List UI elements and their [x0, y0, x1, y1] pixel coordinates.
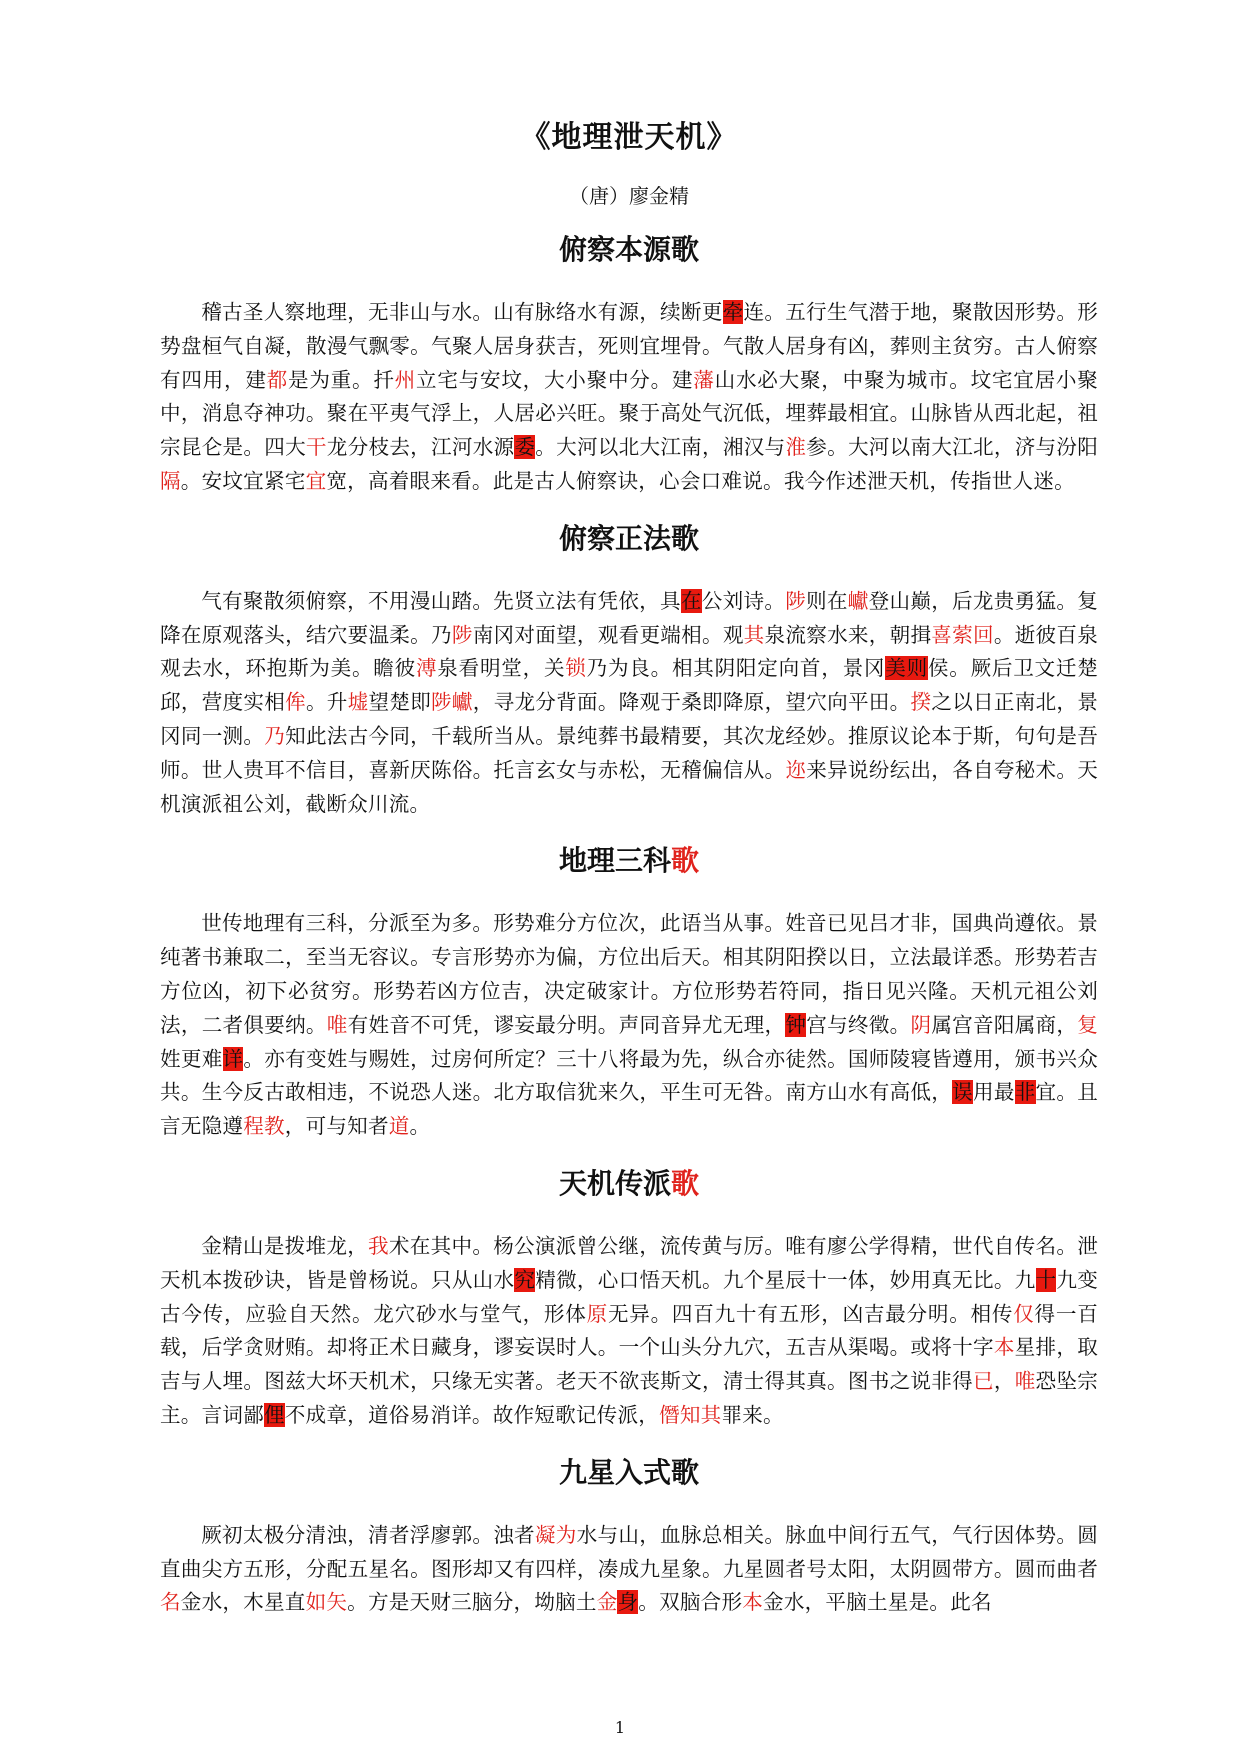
annotated-text: 程教	[243, 1114, 285, 1139]
annotated-text: 藩	[693, 367, 715, 392]
paragraph-text: 。升	[305, 690, 348, 715]
annotated-text: 陟	[785, 588, 807, 613]
paragraph-text: 。逝彼百泉观去水，环抱斯为美。瞻彼	[160, 622, 1099, 681]
paragraph-text: 世传地理有三科，分派至为多。形势难分方位次，此语当从事。姓音已见吕才非，国典尚遵依。景纯著书兼取二，至当无容议。专言形势亦为偏，方位出后天。相其阴阳揆以日，立法最详悉。形势若吉方位凶，初下必贫穷。形势若凶方位吉，决定破家计。方位形势若符同，指日见兴隆。天机元祖公刘法，二者俱要纳。	[160, 911, 1098, 1037]
paragraph-text: 来异说纷纭出，各自夸秘术。天机演派祖公刘，截断众川流。	[160, 757, 1098, 816]
annotated-text: 溥	[415, 656, 438, 681]
paragraph-text: 。亦有变姓与赐姓，过房何所定？三十八将最为先，纵合亦徒然。国师陵寝皆遵用，颁书兴众共。生今反古敢相违，不说恐人迷。北方取信犹来久，平生可无咎。南方山水有高低，	[160, 1046, 1099, 1105]
paragraph-text: 星排，取吉与人埋。图兹大坏天机术，只缘无实著。老天不欲丧斯文，清士得其真。图书之说非得	[160, 1335, 1099, 1394]
paragraph-text: 南冈对面望，观看更端相。观	[472, 622, 744, 647]
paragraph-text: ，可与知者	[284, 1114, 389, 1139]
paragraph-text: 公刘诗。	[701, 588, 786, 613]
highlighted-text: 俚	[263, 1402, 285, 1427]
section-title	[160, 1166, 1098, 1202]
paragraph-text: 连。五行生气潜于地，聚散因形势。形势盘桓气自凝，散漫气飘零。气聚人居身获吉，死则宜埋骨。气散人居身有凶，葬则主贫穷。古人俯察有四用，建	[160, 300, 1098, 392]
paragraph-text: 气有聚散须俯察，不用漫山踏。先贤立法有凭依，具	[201, 588, 681, 613]
annotated-text: 巘	[847, 588, 869, 613]
annotated-text: 锁	[565, 656, 587, 681]
annotated-text: 金	[596, 1590, 618, 1615]
annotated-text: 仅	[1013, 1301, 1035, 1326]
paragraph-text: 泉流察水来，朝揖	[764, 622, 932, 647]
annotated-text: 宜	[305, 468, 327, 493]
annotated-text: 本	[742, 1590, 764, 1615]
paragraph-text: 金水，木星直	[180, 1590, 306, 1615]
document-title: 《地理泄天机》	[520, 120, 738, 155]
section-title-text: 天机传派	[558, 1166, 671, 1200]
paragraph-text: 厥初太极分清浊，清者浮廖郭。浊者	[201, 1522, 535, 1547]
paragraph-text: 。安坟宜紧宅	[180, 468, 306, 493]
paragraph-text: 金精山是拨堆龙，	[201, 1233, 369, 1258]
paragraph-text: 乃为良。相其阴阳定向首，景冈	[586, 656, 886, 681]
section-title	[160, 843, 1098, 879]
annotated-text: 迩	[785, 757, 807, 782]
highlighted-text: 十	[1035, 1267, 1057, 1292]
paragraph-text: 。大河以北大江南，湘汉与	[535, 435, 786, 460]
section-title-text: 地理三科	[558, 844, 671, 878]
paragraph-text: 精微，心口悟天机。九个星辰十一体，妙用真无比。九	[535, 1267, 1036, 1292]
page-number: 1	[614, 1718, 626, 1737]
paragraph-text: 。	[409, 1114, 431, 1139]
annotated-text: 其	[743, 622, 765, 647]
annotated-text: 喜萦回	[931, 622, 994, 647]
section-paragraph	[160, 585, 1098, 822]
paragraph-text: 立宅与安坟，大小聚中分。建	[416, 367, 694, 392]
highlighted-text: 详	[222, 1046, 244, 1071]
annotated-text: 干	[305, 435, 327, 460]
annotated-text: 本	[993, 1335, 1015, 1360]
paragraph-text: 。方是天财三脑分，坳脑土	[347, 1590, 597, 1615]
annotated-text: 如矢	[305, 1590, 348, 1615]
paragraph-text: 得一百载，后学贪财贿。却将正术日藏身，谬妄误时人。一个山头分九穴，五吉从渠喝。或将十字	[160, 1301, 1099, 1360]
highlighted-text: 误	[952, 1080, 973, 1105]
paragraph-text: 泉看明堂，关	[437, 656, 566, 681]
paragraph-text: 有姓音不可凭，谬妄最分明。声同音异尤无理，	[347, 1012, 786, 1037]
paragraph-text: 则在	[806, 588, 848, 613]
annotated-text: 已	[972, 1369, 994, 1394]
paragraph-text: ，	[993, 1369, 1015, 1394]
section-title	[160, 521, 1098, 557]
annotated-text: 我	[368, 1233, 389, 1258]
paragraph-text: 九变古今传，应验自天然。龙穴砂水与堂气，形体	[160, 1267, 1099, 1326]
annotated-text: 陟巘	[431, 690, 473, 715]
paragraph-text: 恐坠宗主。言词鄙	[160, 1369, 1099, 1427]
annotated-text: 歌	[671, 844, 700, 878]
section-title-text: 俯察正法歌	[558, 521, 699, 555]
annotated-text: 墟	[347, 690, 369, 715]
paragraph-text: 山水必大聚，中聚为城市。坟宅宜居小聚中，消息夺神功。聚在平夷气浮上，人居必兴旺。聚于高处气沉低，埋葬最相宜。山脉皆从西北起，祖宗昆仑是。四大	[160, 367, 1099, 460]
paragraph-text: 登山巅，后龙贵勇猛。复降在原观落头，结穴要温柔。乃	[160, 588, 1098, 647]
paragraph-text: 侯。厥后卫文迁楚邱，营度实相	[160, 656, 1099, 715]
annotated-text: 道	[388, 1114, 410, 1139]
paragraph-text: 金水，平脑土星是。此名	[763, 1590, 992, 1615]
paragraph-text: 用最	[972, 1080, 1015, 1105]
paragraph-text: 龙分枝去，江河水源	[326, 435, 515, 460]
annotated-text: 复	[1077, 1012, 1099, 1037]
section-title	[160, 232, 1098, 268]
annotated-text: 原	[586, 1301, 608, 1326]
annotated-text: 乃	[264, 723, 286, 748]
paragraph-text: 参。大河以南大江北，济与汾阳	[806, 435, 1099, 460]
paragraph-text: 知此法古今同，千载所当从。景纯葬书最精要，其次龙经妙。推原议论本于斯，句句是吾师。世人贵耳不信目，喜新厌陈俗。托言玄女与赤松，无稽偏信从。	[160, 723, 1099, 782]
paragraph-text: 稽古圣人察地理，无非山与水。山有脉络水有源，续断更	[201, 300, 723, 324]
section-title-text: 九星入式歌	[558, 1455, 699, 1489]
document-body	[160, 232, 1098, 1620]
annotated-text: 唯	[326, 1012, 348, 1037]
highlighted-text: 委	[514, 435, 536, 460]
annotated-text: 揆	[910, 690, 932, 715]
paragraph-text: 无异。四百九十有五形，凶吉最分明。相传	[607, 1301, 1014, 1326]
paragraph-text: 不成章，道俗易消详。故作短歌记传派，	[284, 1402, 660, 1427]
document-author: （唐）廖金精	[569, 184, 689, 208]
annotated-text: 歌	[671, 1166, 700, 1200]
section-paragraph	[160, 1230, 1098, 1433]
annotated-text: 州	[394, 367, 416, 392]
document-page	[160, 100, 1098, 1620]
annotated-text: 淮	[785, 435, 807, 460]
paragraph-text: 属宫音阳属商，	[931, 1012, 1078, 1037]
paragraph-text: 是为重。扦	[288, 367, 395, 392]
paragraph-text: 之以日正南北，景冈同一测。	[160, 690, 1099, 748]
paragraph-text: 宽，高着眼来看。此是古人俯察诀，心会口难说。我今作述泄天机，传指世人迷。	[326, 468, 1075, 493]
highlighted-text: 身	[617, 1590, 639, 1615]
annotated-text: 侔	[285, 690, 306, 715]
annotated-text: 隔	[160, 468, 181, 493]
annotated-text: 都	[266, 367, 288, 392]
annotated-text: 僭知其	[659, 1402, 722, 1427]
highlighted-text: 非	[1014, 1080, 1036, 1105]
annotated-text: 阴	[910, 1012, 932, 1037]
section-title	[160, 1455, 1098, 1491]
highlighted-text: 美则	[885, 656, 928, 681]
paragraph-text: 水与山，血脉总相关。脉血中间行五气，气行因体势。圆直曲尖方五形，分配五星名。图形却又有四样，凑成九星象。九星圆者号太阳，太阴圆带方。圆而曲者	[160, 1522, 1098, 1581]
paragraph-text: 宫与终徵。	[806, 1012, 911, 1037]
section-paragraph	[160, 296, 1098, 499]
highlighted-text: 牵	[722, 300, 744, 324]
paragraph-text: 宜。且言无隐遵	[160, 1080, 1099, 1139]
paragraph-text: 。双脑合形	[638, 1590, 743, 1615]
highlighted-text: 究	[514, 1267, 536, 1292]
highlighted-text: 钟	[785, 1012, 807, 1037]
annotated-text: 唯	[1014, 1369, 1036, 1394]
annotated-text: 凝为	[534, 1522, 577, 1547]
paragraph-text: 罪来。	[721, 1402, 784, 1427]
section-title-text: 俯察本源歌	[558, 233, 699, 266]
paragraph-text: ，寻龙分背面。降观于桑即降原，望穴向平田。	[472, 690, 911, 715]
paragraph-text: 姓更难	[160, 1046, 223, 1071]
section-paragraph	[160, 1519, 1098, 1620]
highlighted-text: 在	[680, 588, 702, 613]
paragraph-text: 望楚即	[368, 690, 432, 715]
annotated-text: 名	[160, 1590, 181, 1615]
section-paragraph	[160, 907, 1098, 1144]
paragraph-text: 术在其中。杨公演派曾公继，流传黄与厉。唯有廖公学得精，世代自传名。泄天机本拨砂诀，皆是曾杨说。只从山水	[160, 1233, 1098, 1292]
annotated-text: 陟	[451, 622, 473, 647]
